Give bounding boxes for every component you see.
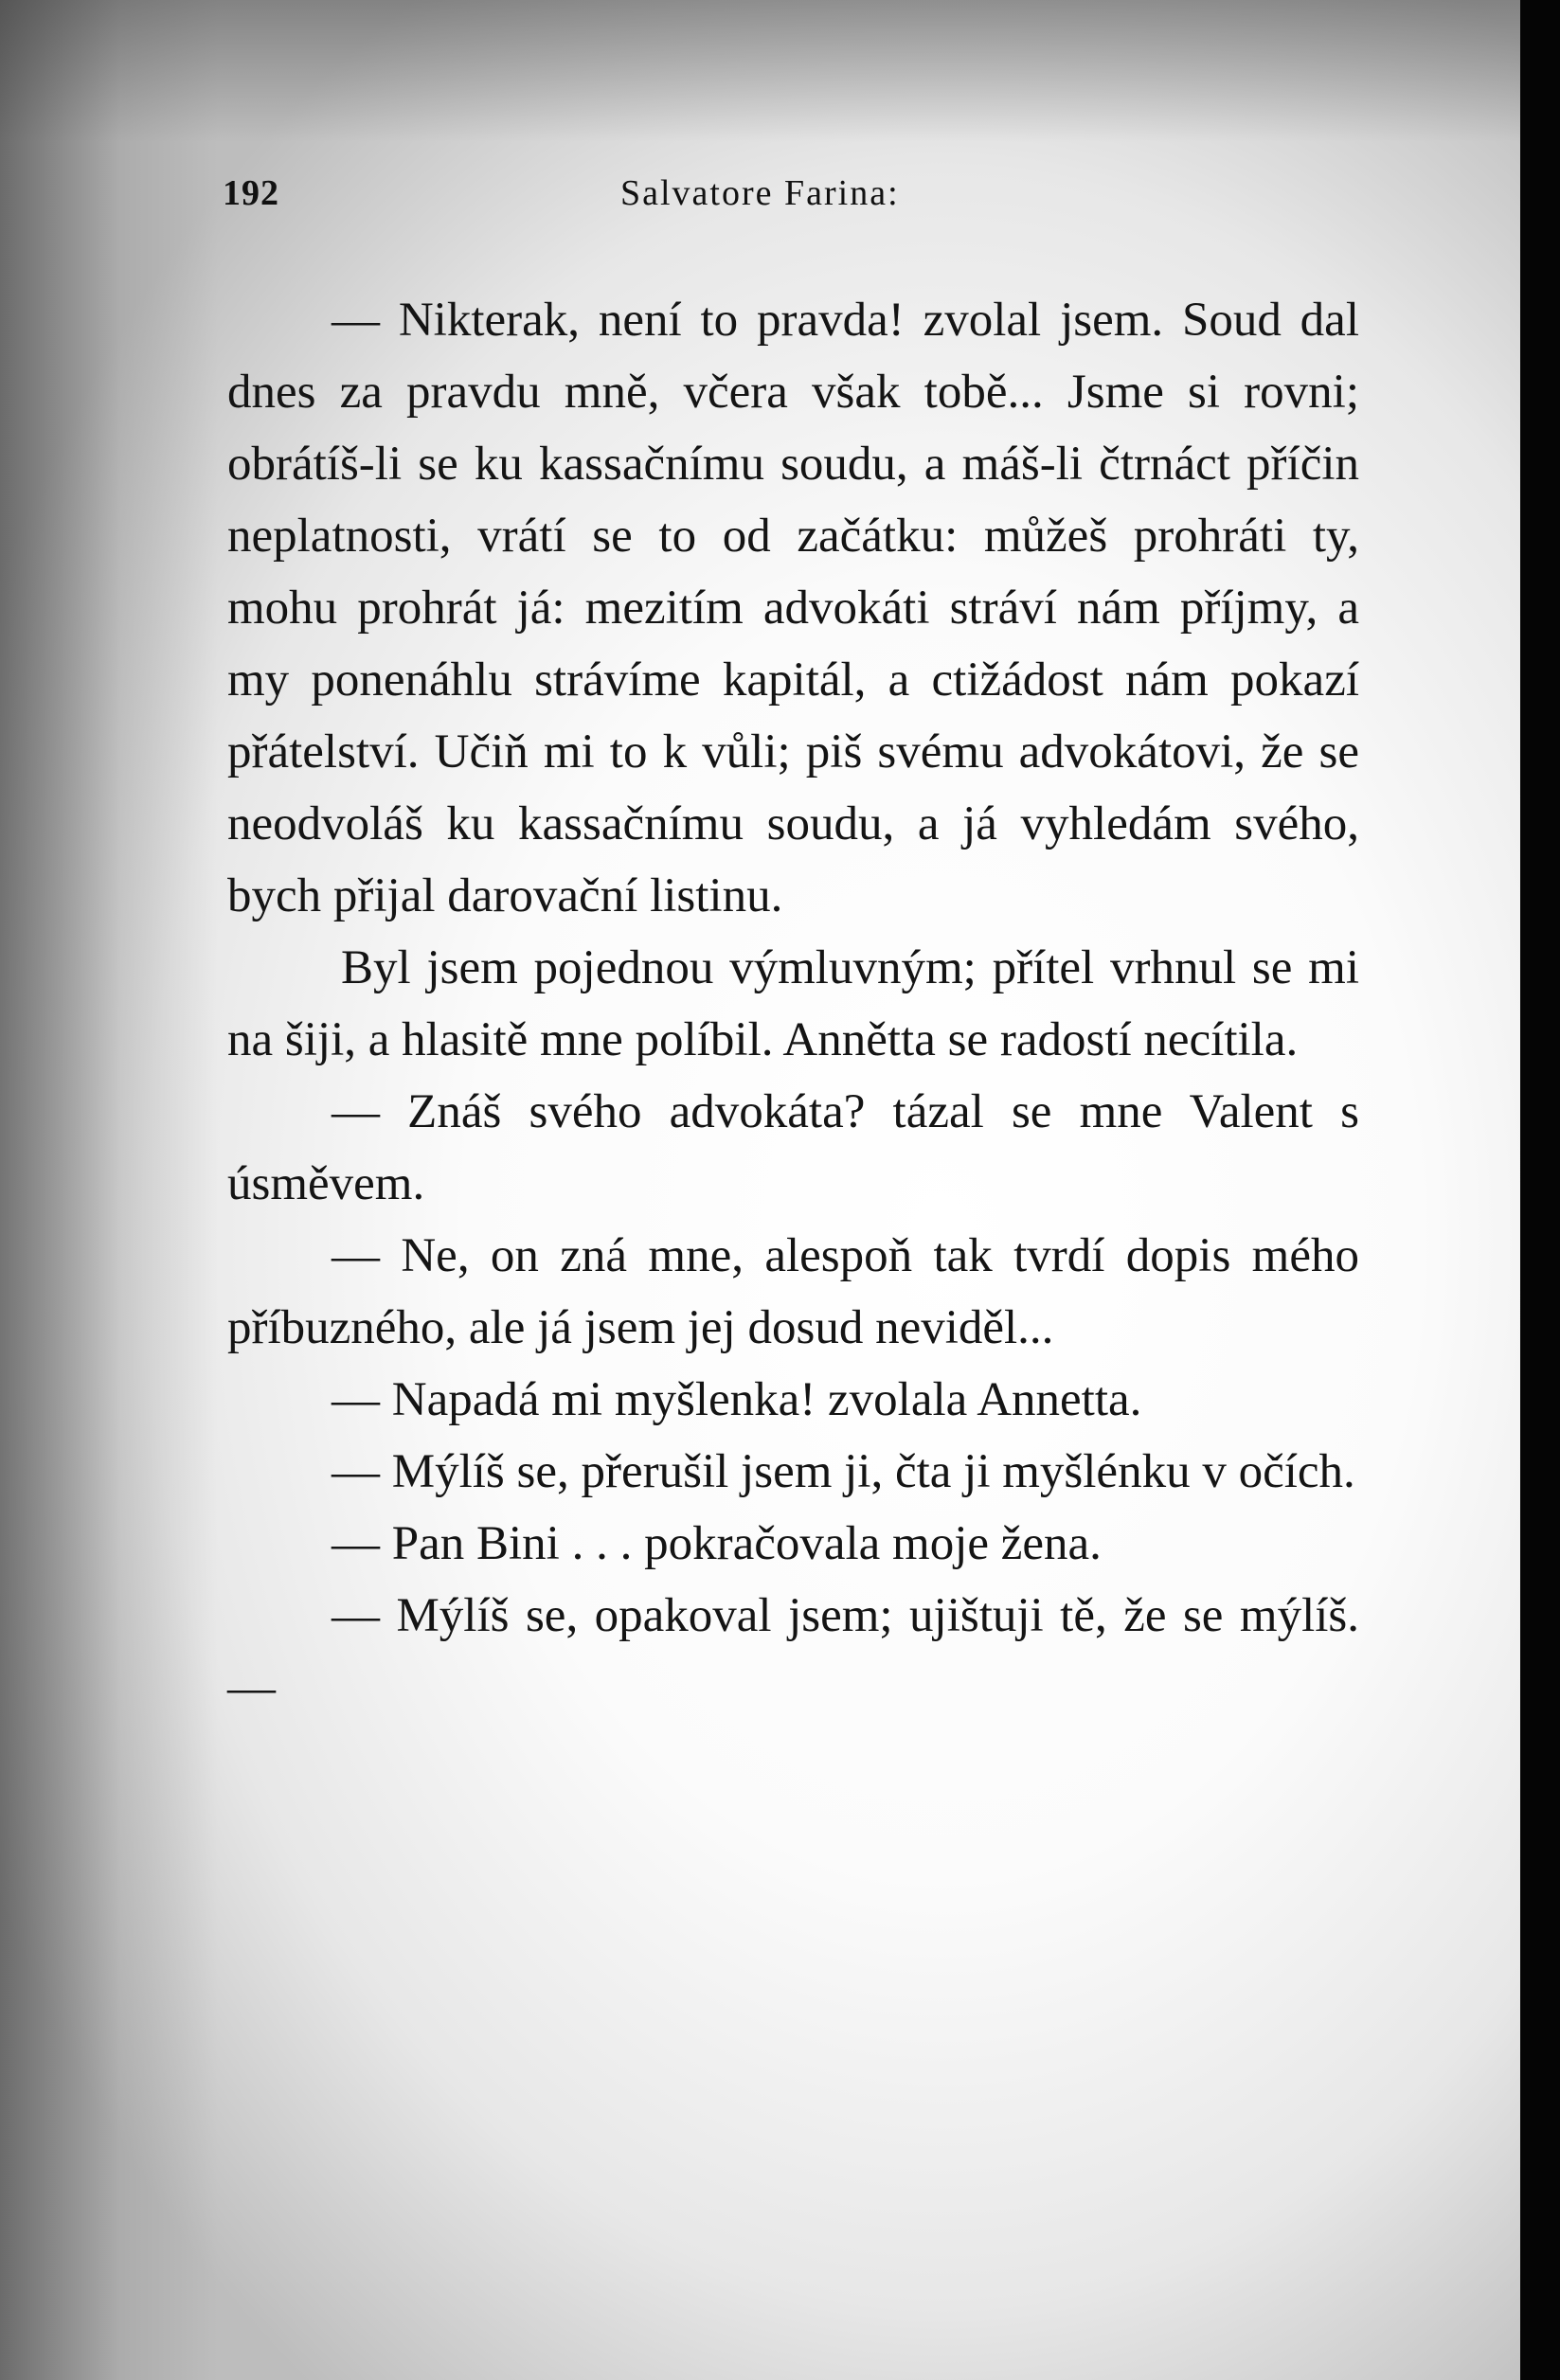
page-number: 192	[223, 173, 279, 213]
paragraph: — Pan Bini . . . pokračovala moje žena.	[332, 1517, 1102, 1570]
page-header	[223, 163, 1359, 220]
running-head: Salvatore Farina:	[620, 173, 900, 213]
paragraph: — Mýlíš se, přerušil jsem ji, čta ji myšlénku v očích.	[332, 1445, 1355, 1498]
paragraph: — Nikterak, není to pravda! zvolal jsem. Soud dal dnes za pravdu mně, včera však tobě... Jsme si rovni; obrátíš-li se ku kassačnímu soudu, a máš-li čtrnáct příčin neplatnosti, vrátí se to od začátku: můžeš prohráti ty, mohu prohrát já: mezitím advokáti stráví nám příjmy, a my ponenáhlu strávíme kapitál, a ctižádost nám pokazí přátelství. Učiň mi to k vůli; piš svému advokátovi, že se neodvoláš ku kassačnímu soudu, a já vyhledám svého, bych přijal darovační listinu.	[227, 294, 1359, 922]
body-text	[227, 284, 1359, 1724]
paragraph: Byl jsem pojednou výmluvným; přítel vrhnul se mi na šiji, a hlasitě mne políbil. Annětta se radostí necítila.	[227, 941, 1359, 1066]
paragraph: — Mýlíš se, opakoval jsem; ujištuji tě, že se mýlíš. —	[227, 1589, 1359, 1714]
scan-edge	[1520, 0, 1560, 2380]
paragraph: — Znáš svého advokáta? tázal se mne Valent s úsměvem.	[227, 1085, 1359, 1210]
paragraph: — Napadá mi myšlenka! zvolala Annetta.	[332, 1373, 1142, 1426]
paragraph: — Ne, on zná mne, alespoň tak tvrdí dopis mého příbuzného, ale já jsem jej dosud neviděl...	[227, 1229, 1359, 1354]
